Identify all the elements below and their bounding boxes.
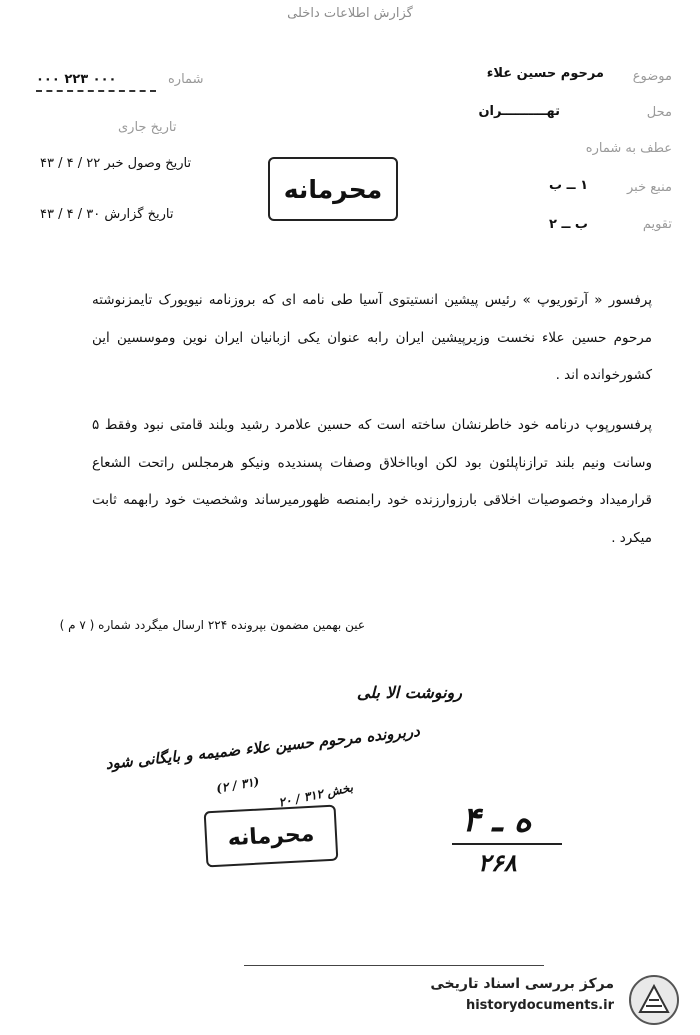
footer-rule: [244, 965, 544, 966]
evaluation-value: ب ــ ۲: [549, 217, 588, 232]
watermark-logo: [412, 972, 694, 1028]
classification-stamp-bottom: محرمانه: [204, 805, 339, 868]
file-code-top: ه ـ ۴: [462, 800, 532, 840]
news-source-label: منبع خبر: [627, 180, 672, 195]
news-source-value: ۱ ــ ب: [549, 178, 588, 193]
distribution-note: عین بهمین مضمون بپرونده ۲۲۴ ارسال میگردد شماره ( ۷ م ): [59, 618, 365, 632]
body-paragraph-1: پرفسور « آرتوریوپ » رئیس پیشین انستیتوی آسیا طی نامه ای که بروزنامه نیویورک تایمزنوشته مرحوم حسین علاء نخست وزیرپیشین ایران رابه عنوان یکی ازبانیان ایران نوین وموسسین این کشورخوانده اند .: [92, 292, 652, 383]
archive-date-ref: (۲ / ۳۱): [215, 774, 261, 796]
handwritten-note-2: دربرونده مرحوم حسین علاء ضمیمه و بایگانی شود: [105, 722, 421, 773]
file-code-bottom: ۲۶۸: [478, 848, 517, 877]
classification-stamp: محرمانه: [268, 157, 398, 221]
number-underline: [36, 90, 156, 92]
place-label: محل: [646, 105, 672, 120]
file-code-divider: [452, 843, 562, 845]
subject-value: مرحوم حسین علاء: [486, 66, 604, 81]
handwritten-note-1: رونوشت الا بلی: [356, 683, 462, 702]
received-date: تاریخ وصول خبر ۲۲ / ۴ / ۴۳: [40, 156, 192, 171]
report-date-label: تاریخ جاری: [118, 120, 177, 135]
body-paragraph-2: پرفسورپوپ درنامه خود خاطرنشان ساخته است که حسین علامرد رشید وبلند قامتی نبود وفقط ۵ وسانت ونیم بلند ترازناپلئون بود لکن اوبااخلاق وصفات پسندیده ونیکو هرمجلس راتحت الشعاع قرارمیداد وخصوصیات اخلاقی بارزوارزنده خود رابمنصه ظهورمیرساند وشخصیت خود رابهمه ثابت میکرد .: [92, 417, 652, 546]
archive-emblem-icon: [614, 972, 694, 1028]
reference-label: عطف به شماره: [585, 141, 672, 156]
watermark-url: historydocuments.ir: [465, 998, 614, 1013]
issue-date: تاریخ گزارش ۳۰ / ۴ / ۴۳: [40, 207, 174, 222]
document-header: گزارش اطلاعات داخلی: [287, 6, 413, 21]
watermark-title: مرکز بررسی اسناد تاریخی: [430, 976, 614, 992]
evaluation-label: تقویم: [642, 217, 672, 232]
place-value: تهــــــــــران: [478, 104, 560, 119]
number-value: ۰۰۰ ۲۲۳ ۰۰۰: [36, 72, 117, 87]
subject-label: موضوع: [632, 69, 672, 84]
number-label: شماره: [168, 72, 204, 87]
archive-reference: بخش ۳۱۲ / ۲۰: [277, 780, 355, 810]
